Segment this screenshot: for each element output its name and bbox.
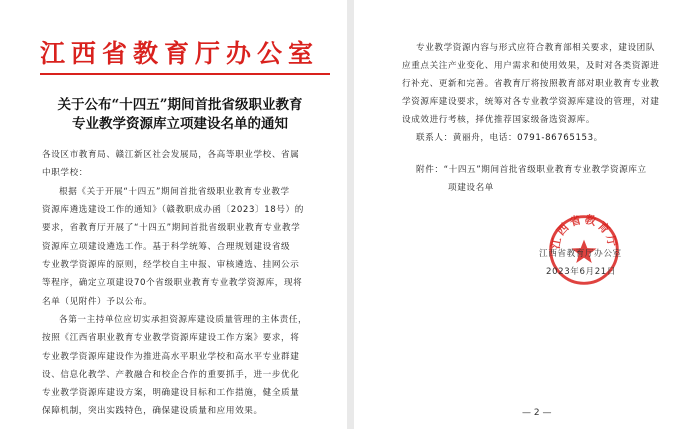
para2-line: 专业教学资源库建设作为推进高水平职业学校和高水平专业群建 [42,352,300,362]
para2-line: 保障机制，突出实践特色，确保建设质量和应用效果。 [42,406,263,416]
seal-text: 江西省教育厅 [548,213,620,250]
para1-line: 名单（见附件）予以公布。 [42,297,153,307]
para1-line: 等程序，确定立项建设70个省级职业教育专业教学资源库，现将 [42,278,303,288]
left-page [0,0,347,429]
signature-organization: 江西省教育厅办公室 [539,249,622,259]
para2-line: 设、信息化教学、产教融合和校企合作的重要抓手，进一步优化 [42,370,300,380]
right-para-line: 行补充、更新和完善。省教育厅将按照教育部对职业教育专业教 [402,79,660,89]
para2-line: 各第一主持单位应切实承担资源库建设质量管理的主体责任， [59,315,308,325]
right-para-line: 设成效进行考核，择优推荐国家级备选资源库。 [402,115,596,125]
attachment-line-1: 附件：“十四五”期间首批省级职业教育专业教学资源库立 [416,165,647,175]
salutation-line-1: 各设区市教育局、赣江新区社会发展局，各高等职业学校、省属 [42,150,300,160]
document-title-line-1: 关于公布“十四五”期间首批省级职业教育 [57,97,303,113]
para1-line: 专业教学资源库的原则，经学校自主申报、审核遴选、挂网公示 [42,260,300,270]
letterhead-title: 江西省教育厅办公室 [40,39,320,68]
letterhead-rule [40,73,330,75]
para1-line: 资源库立项建设遴选工作。基于科学统筹、合理规划建设省级 [42,242,291,252]
attachment-line-2: 项建设名单 [448,183,494,193]
para1-line: 资源库遴选建设工作的通知》（赣教职成办函〔2023〕18号）的 [42,205,304,215]
page-number: — 2 — [522,408,552,418]
right-para-line: 应重点关注产业变化、用户需求和使用效果，及时对各类资源进 [402,61,660,71]
contact-line: 联系人：黄丽舟，电话：0791-86765153。 [416,133,603,143]
right-para-line: 专业教学资源内容与形式应符合教育部相关要求，建设团队 [416,43,656,53]
para1-line: 根据《关于开展“十四五”期间首批省级职业教育专业教学 [59,187,290,197]
para2-line: 按照《江西省职业教育专业教学资源库建设工作方案》要求，将 [42,333,300,343]
right-para-line: 学资源库建设要求，统筹对各专业教学资源库建设的管理，对建 [402,97,660,107]
para2-line: 专业教学资源库建设方案，明确建设目标和工作措施，健全质量 [42,388,300,398]
salutation-line-2: 中职学校： [42,168,88,178]
right-page [354,0,700,429]
document-title-line-2: 专业教学资源库立项建设名单的通知 [72,116,288,132]
signature-date: 2023年6月21日 [546,267,617,277]
para1-line: 要求，省教育厅开展了“十四五”期间首批省级职业教育专业教学 [42,223,301,233]
